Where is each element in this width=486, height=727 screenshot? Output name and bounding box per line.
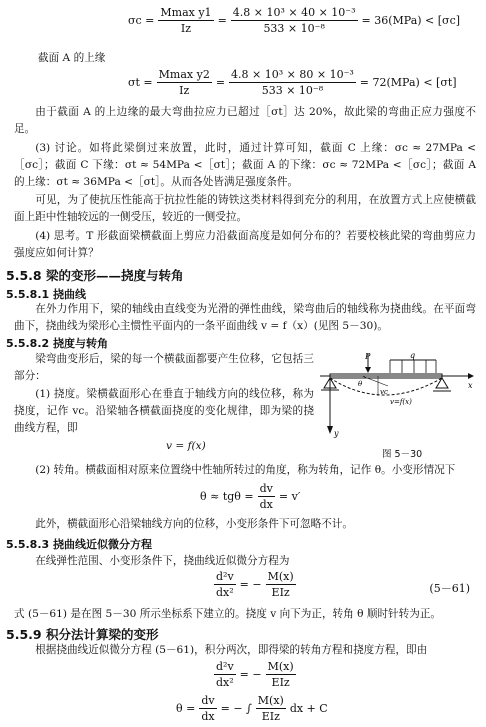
fraction-numerator: 4.8 × 10³ × 40 × 10⁻³ (232, 6, 356, 19)
equation-v-fx: v = f(x) (166, 440, 206, 452)
heading-5-5-8-2: 5.5.8.2 挠度与转角 (6, 337, 108, 350)
fraction-denominator: dx² (216, 676, 234, 689)
fraction-denominator: 533 × 10⁻⁸ (263, 22, 325, 35)
paragraph-conclusion: 由于截面 A 的上边缘的最大弯曲拉应力已超过［σt］达 20%，故此梁的弯曲正应力强度不足。 (14, 106, 476, 135)
x-axis-arrow-icon (468, 373, 474, 379)
paragraph-besides: 此外，横截面形心沿梁轴线方向的位移，小变形条件下可忽略不计。 (35, 518, 353, 530)
formula-5-61 (210, 570, 300, 599)
fraction-numerator: M(x) (267, 660, 294, 673)
formula-result: = 36(MPa) < [σc] (361, 14, 461, 27)
formula-theta (200, 482, 300, 511)
fraction-denominator: Iz (179, 84, 190, 97)
fraction-denominator: dx (259, 498, 273, 511)
label-p: P (365, 352, 371, 361)
heading-5-5-9: 5.5.9 积分法计算梁的变形 (6, 627, 159, 642)
formula-rhs: = v′ (278, 490, 301, 503)
section-a-label: 截面 A 的上缘 (38, 52, 106, 64)
paragraph-deflection-curve: 在外力作用下，梁的轴线由直线变为光滑的弹性曲线，梁弯曲后的轴线称为挠曲线。在平面弯曲下，挠曲线为梁形心主惯性平面内的一条平面曲线 v = f（x）(见图 5－30)。 (14, 303, 476, 332)
label-y: y (334, 429, 339, 438)
figure-beam-deflection (318, 350, 478, 442)
paragraph-think: (4) 思考。T 形截面梁横截面上剪应力沿截面高度是如何分布的？若要校核此梁的弯曲剪应力强度应如何计算？ (14, 230, 476, 259)
formula-last-2 (176, 694, 328, 723)
fraction-denominator: Iz (180, 22, 192, 35)
fraction (266, 570, 296, 599)
equals-minus: = − (239, 668, 262, 681)
paragraph-discussion: (3) 讨论。如将此梁倒过来放置，此时，通过计算可知，截面 C 上缘：σc ≈ 27MPa <［σc］；截面 C 下缘：σt ≈ 54MPa <［σt］；截面 A 的下缘：σc ≈ 72MPa <［σc］；截面 A 的上缘：σt ≈ 36MPa <［σt］。从而各处皆满足强度条件。 (14, 142, 476, 188)
heading-5-5-8-1: 5.5.8.1 挠曲线 (6, 288, 86, 301)
fraction (214, 570, 236, 599)
paragraph-visible: 可见，为了使抗压性能高于抗拉性能的铸铁这类材料得到充分的利用，在放置方式上应使横截面上距中性轴较远的一侧受压，较近的一侧受拉。 (14, 194, 476, 223)
equals-sign: = (217, 14, 227, 27)
paragraph-deflection: (1) 挠度。梁横截面形心在垂直于轴线方向的线位移，称为挠度，记作 vc。沿梁轴各横截面挠度的变化规律，即为梁的挠曲线方程，即 (14, 388, 314, 434)
heading-5-5-8: 5.5.8 梁的变形——挠度与转角 (6, 268, 184, 283)
label-vc: vc (380, 388, 388, 396)
fraction-denominator: 533 × 10⁻⁸ (261, 84, 324, 97)
fraction-denominator: EIz (271, 676, 290, 689)
paragraph-differential-equation: 在线弹性范围、小变形条件下，挠曲线近似微分方程为 (35, 555, 290, 567)
formula-sigma-c (128, 6, 460, 35)
fraction-denominator: EIz (271, 586, 290, 599)
figure-caption: 图 5－30 (382, 449, 423, 460)
equals-sign: = (215, 76, 226, 89)
paragraph-displacement: 梁弯曲变形后，梁的每一个横截面都要产生位移，它包括三部分： (14, 353, 314, 382)
paragraph-integration: 根据挠曲线近似微分方程 (5－61)，积分两次，即得梁的转角方程和挠度方程，即由 (35, 644, 428, 656)
label-curve: v=f(x) (390, 398, 412, 406)
fraction-numerator: d²v (216, 660, 234, 673)
fraction (258, 482, 275, 511)
label-x: x (468, 381, 473, 390)
fraction (229, 68, 356, 97)
fraction-numerator: dv (259, 482, 273, 495)
fraction (231, 6, 358, 35)
paragraph-rotation: (2) 转角。横截面相对原来位置绕中性轴所转过的角度，称为转角，记作 θ。小变形情况下 (35, 464, 456, 476)
equation-number: (5－61) (429, 582, 470, 595)
y-axis-arrow-icon (327, 426, 333, 434)
fraction (214, 660, 236, 689)
formula-lhs: σt = (128, 76, 153, 89)
fraction-denominator: EIz (261, 710, 280, 723)
equals-minus: = − (239, 578, 262, 591)
fraction (256, 694, 286, 723)
formula-tail: dx + C (289, 702, 328, 715)
load-p-arrow-icon (365, 367, 371, 373)
formula-sigma-t (128, 68, 457, 97)
fraction-denominator: dx² (216, 586, 234, 599)
fraction-denominator: dx (201, 710, 215, 723)
formula-last-1 (210, 660, 300, 689)
formula-lhs: θ = (176, 702, 196, 715)
paragraph-sign-convention: 式 (5－61) 是在图 5－30 所示坐标系下建立的。挠度 v 向下为正，转角 θ 顺时针转为正。 (14, 608, 442, 620)
fraction-numerator: Mmax y2 (158, 68, 210, 81)
formula-result: = 72(MPa) < [σt] (359, 76, 457, 89)
heading-5-5-8-3: 5.5.8.3 挠曲线近似微分方程 (6, 538, 152, 551)
label-q: q (410, 351, 416, 360)
label-theta: θ (358, 380, 363, 388)
fraction-numerator: 4.8 × 10³ × 80 × 10⁻³ (231, 68, 354, 81)
fraction (157, 68, 212, 97)
roller-support-icon (436, 378, 448, 388)
fraction-numerator: M(x) (257, 694, 284, 707)
fraction (158, 6, 213, 35)
formula-lhs: θ ≈ tgθ = (200, 490, 254, 503)
fraction-numerator: dv (201, 694, 215, 707)
formula-lhs: σc = (128, 14, 155, 27)
fraction (199, 694, 216, 723)
fraction-numerator: M(x) (267, 570, 294, 583)
fraction-numerator: Mmax y1 (160, 6, 212, 19)
fraction-numerator: d²v (216, 570, 234, 583)
fraction (266, 660, 296, 689)
equals-minus-integral: = − ∫ (220, 702, 252, 715)
